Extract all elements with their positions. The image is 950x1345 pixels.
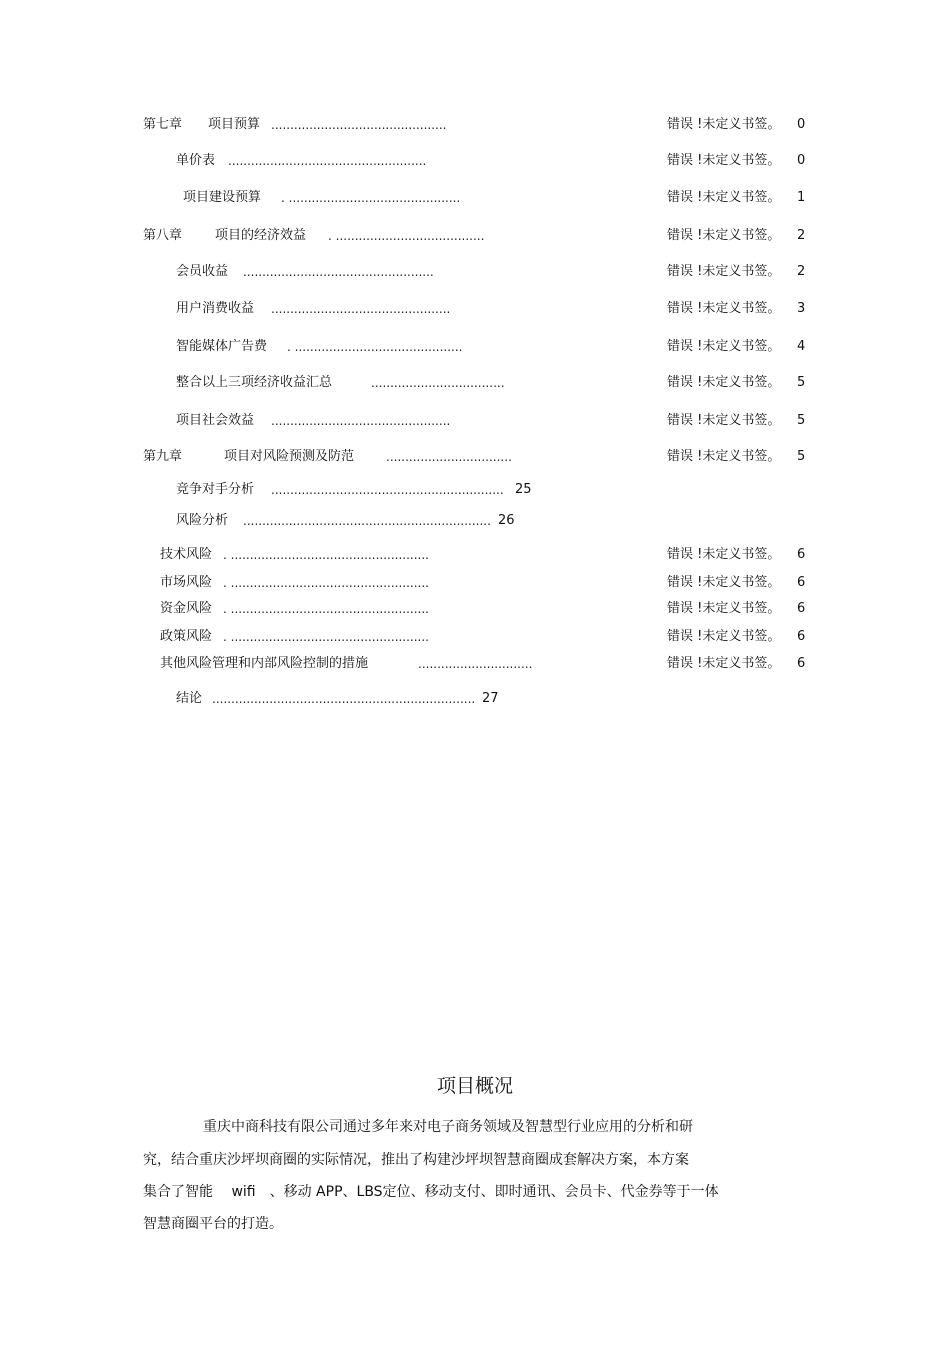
paragraph-line: 智慧商圈平台的打造。 [143,1216,283,1232]
toc-error-ref: 错误 !未定义书签。 [667,601,781,616]
toc-error-ref: 错误 !未定义书签。 [667,117,781,132]
toc-entry-title: 项目预算 [208,117,261,132]
toc-entry[interactable] [0,188,950,208]
toc-entry-title: 项目建设预算 [183,190,262,205]
toc-leader-dots: ................................... [371,376,505,390]
toc-error-ref: 错误 !未定义书签。 [667,656,781,671]
toc-error-ref: 错误 !未定义书签。 [667,575,781,590]
toc-entry-title: 结论 [176,691,203,706]
toc-page-number: 4 [797,339,806,354]
toc-page-number: 25 [515,482,532,497]
toc-page-number: 3 [797,301,806,316]
toc-leader-dots: .................................................. [243,265,434,279]
toc-entry[interactable] [0,627,950,647]
toc-page-number: 6 [797,547,806,562]
toc-entry-title: 竞争对手分析 [176,482,255,497]
toc-chapter-label: 第九章 [143,449,183,464]
toc-entry-ch9[interactable] [0,447,950,467]
toc-error-ref: 错误 !未定义书签。 [667,339,781,354]
paragraph-line: 重庆中商科技有限公司通过多年来对电子商务领域及智慧型行业应用的分析和研 [203,1119,693,1135]
toc-error-ref: 错误 !未定义书签。 [667,449,781,464]
toc-error-ref: 错误 !未定义书签。 [667,264,781,279]
toc-page-number: 5 [797,413,806,428]
toc-leader-dots: . ............................................ [287,340,463,354]
toc-page-number: 5 [797,449,806,464]
toc-entry[interactable] [0,689,950,709]
toc-entry[interactable] [0,337,950,357]
toc-leader-dots: . ............................................. [281,191,461,205]
toc-entry[interactable] [0,480,950,500]
toc-page-number: 2 [797,228,806,243]
toc-page-number: 6 [797,601,806,616]
toc-leader-dots: ................................. [386,450,512,464]
toc-chapter-label: 第八章 [143,228,183,243]
toc-entry[interactable] [0,511,950,531]
toc-entry[interactable] [0,599,950,619]
toc-entry-title: 单价表 [176,153,216,168]
toc-leader-dots: .................................................... [228,154,427,168]
toc-entry[interactable] [0,411,950,431]
toc-entry-title: 会员收益 [176,264,229,279]
toc-leader-dots: ............................................... [271,302,451,316]
paragraph-line: 集合了智能 wifi 、移动 APP、LBS定位、移动支付、即时通讯、会员卡、代金券等于一体 [143,1184,719,1200]
toc-error-ref: 错误 !未定义书签。 [667,375,781,390]
toc-entry[interactable] [0,373,950,393]
toc-page-number: 0 [797,117,806,132]
toc-entry-title: 政策风险 [160,629,213,644]
toc-chapter-label: 第七章 [143,117,183,132]
toc-error-ref: 错误 !未定义书签。 [667,301,781,316]
toc-entry-title: 风险分析 [176,513,229,528]
toc-leader-dots: ..................................................................... [212,692,476,706]
toc-page-number: 6 [797,629,806,644]
toc-leader-dots: . ....................................... [328,229,485,243]
toc-page-number: 26 [498,513,515,528]
toc-entry[interactable] [0,654,950,674]
toc-leader-dots: .............................................. [271,118,447,132]
paragraph-line: 究，结合重庆沙坪坝商圈的实际情况，推出了构建沙坪坝智慧商圈成套解决方案，本方案 [143,1152,689,1168]
toc-entry[interactable] [0,545,950,565]
toc-entry[interactable] [0,262,950,282]
toc-entry-title: 其他风险管理和内部风险控制的措施 [160,656,369,671]
toc-page-number: 5 [797,375,806,390]
toc-error-ref: 错误 !未定义书签。 [667,629,781,644]
toc-page-number: 2 [797,264,806,279]
toc-error-ref: 错误 !未定义书签。 [667,547,781,562]
toc-entry-title: 资金风险 [160,601,213,616]
toc-leader-dots: . .................................................... [223,576,429,590]
toc-leader-dots: . .................................................... [223,630,429,644]
toc-error-ref: 错误 !未定义书签。 [667,413,781,428]
toc-leader-dots: . .................................................... [223,548,429,562]
toc-entry-title: 项目的经济效益 [215,228,307,243]
toc-page-number: 1 [797,190,806,205]
toc-page-number: 6 [797,575,806,590]
toc-error-ref: 错误 !未定义书签。 [667,153,781,168]
toc-error-ref: 错误 !未定义书签。 [667,190,781,205]
toc-leader-dots: ............................................... [271,414,451,428]
toc-entry[interactable] [0,299,950,319]
toc-error-ref: 错误 !未定义书签。 [667,228,781,243]
toc-leader-dots: . .................................................... [223,602,429,616]
toc-entry-title: 用户消费收益 [176,301,255,316]
toc-entry-title: 市场风险 [160,575,213,590]
toc-entry[interactable] [0,573,950,593]
toc-entry[interactable] [0,151,950,171]
toc-entry-title: 技术风险 [160,547,213,562]
toc-page-number: 0 [797,153,806,168]
toc-entry-ch7[interactable] [0,115,950,135]
toc-entry-title: 项目对风险预测及防范 [224,449,355,464]
toc-leader-dots: ............................................................. [271,483,504,497]
toc-entry-title: 项目社会效益 [176,413,255,428]
section-title: 项目概况 [436,1075,513,1097]
toc-entry-ch8[interactable] [0,226,950,246]
toc-entry-title: 智能媒体广告费 [176,339,268,354]
toc-page-number: 6 [797,656,806,671]
toc-page-number: 27 [482,691,499,706]
toc-leader-dots: .............................. [418,657,533,671]
toc-leader-dots: ................................................................. [243,514,491,528]
toc-entry-title: 整合以上三项经济收益汇总 [176,375,333,390]
